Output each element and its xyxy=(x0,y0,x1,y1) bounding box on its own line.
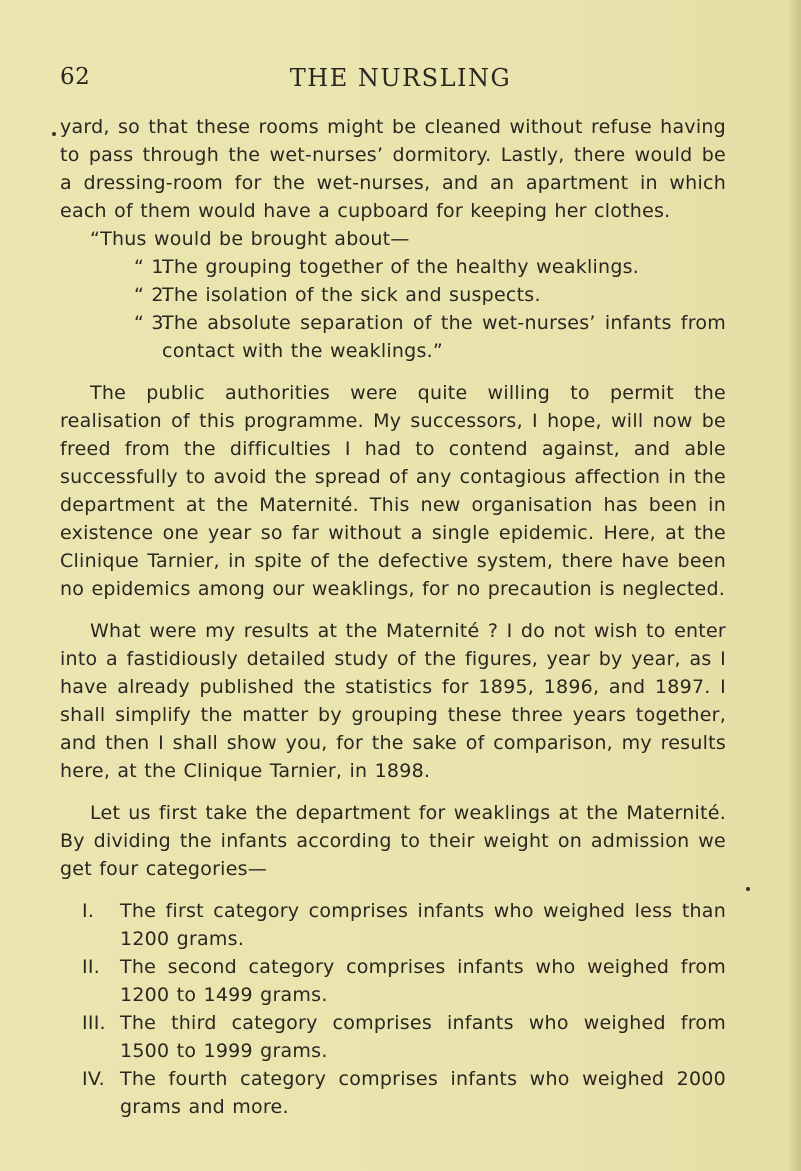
paragraph: Let us first take the department for weaklings at the Maternité. By dividing the infants according to their weight on admission we get four categories— xyxy=(60,802,726,880)
paragraph: The public authorities were quite willing to permit the realisation of this programme. My successors, I hope, will now be freed from the difficulties I had to contend against, and able successfully to avoid the spread of any contagious affection in the department at the Maternité. This new organisation has been in existence one year so far without a single epidemic. Here, at the Clinique Tarnier, in spite of the defective system, there have been no epidemics among our weaklings, for no precaution is neglected. xyxy=(60,382,726,600)
paragraph-gap xyxy=(60,365,726,379)
paragraph-gap xyxy=(60,883,726,897)
category-number: II. xyxy=(82,956,100,978)
list-item-text: The grouping together of the healthy weaklings. xyxy=(162,256,640,278)
category-text: The second category comprises infants who weighed from 1200 to 1499 grams. xyxy=(120,956,726,1006)
paragraph-gap xyxy=(60,603,726,617)
category-item xyxy=(60,897,726,953)
category-number: I. xyxy=(82,900,95,922)
list-item xyxy=(60,281,726,309)
list-item xyxy=(60,309,726,365)
page-number: 62 xyxy=(60,64,91,90)
page-edge-shadow xyxy=(787,0,801,1171)
list-item xyxy=(60,253,726,281)
list-item-number: “ 1. xyxy=(134,256,171,278)
category-number: IV. xyxy=(82,1068,105,1090)
list-item-text: The isolation of the sick and suspects. xyxy=(162,284,541,306)
list-item-text: The absolute separation of the wet-nurses’ infants from contact with the weaklings.” xyxy=(162,312,726,362)
category-text: The first category comprises infants who weighed less than 1200 grams. xyxy=(120,900,726,950)
paragraph: What were my results at the Maternité ? I do not wish to enter into a fastidiously detailed study of the figures, year by year, as I have already published the statistics for 1895, 1896, and 1897. I shall simplify the matter by grouping these three years together, and then I shall show you, for the sake of comparison, my results here, at the Clinique Tarnier, in 1898. xyxy=(60,620,726,782)
category-item xyxy=(60,953,726,1009)
category-text: The fourth category comprises infants who weighed 2000 grams and more. xyxy=(120,1068,726,1118)
paragraph: “Thus would be brought about— xyxy=(90,228,410,250)
print-speck xyxy=(746,887,750,891)
paragraph: yard, so that these rooms might be cleaned without refuse having to pass through the wet-nurses’ dormitory. Lastly, there would be a dressing-room for the wet-nurses, and an apartment in which each of them would have a cupboard for keeping her clothes. xyxy=(60,116,726,222)
category-item xyxy=(60,1065,726,1121)
paragraph-gap xyxy=(60,785,726,799)
category-text: The third category comprises infants who weighed from 1500 to 1999 grams. xyxy=(120,1012,726,1062)
print-speck xyxy=(52,132,56,136)
body-text xyxy=(60,113,726,1121)
list-item-number: “ 3. xyxy=(134,312,171,334)
page-header xyxy=(0,62,801,102)
category-number: III. xyxy=(82,1012,106,1034)
list-item-number: “ 2. xyxy=(134,284,171,306)
running-title: THE NURSLING xyxy=(289,64,512,92)
category-item xyxy=(60,1009,726,1065)
